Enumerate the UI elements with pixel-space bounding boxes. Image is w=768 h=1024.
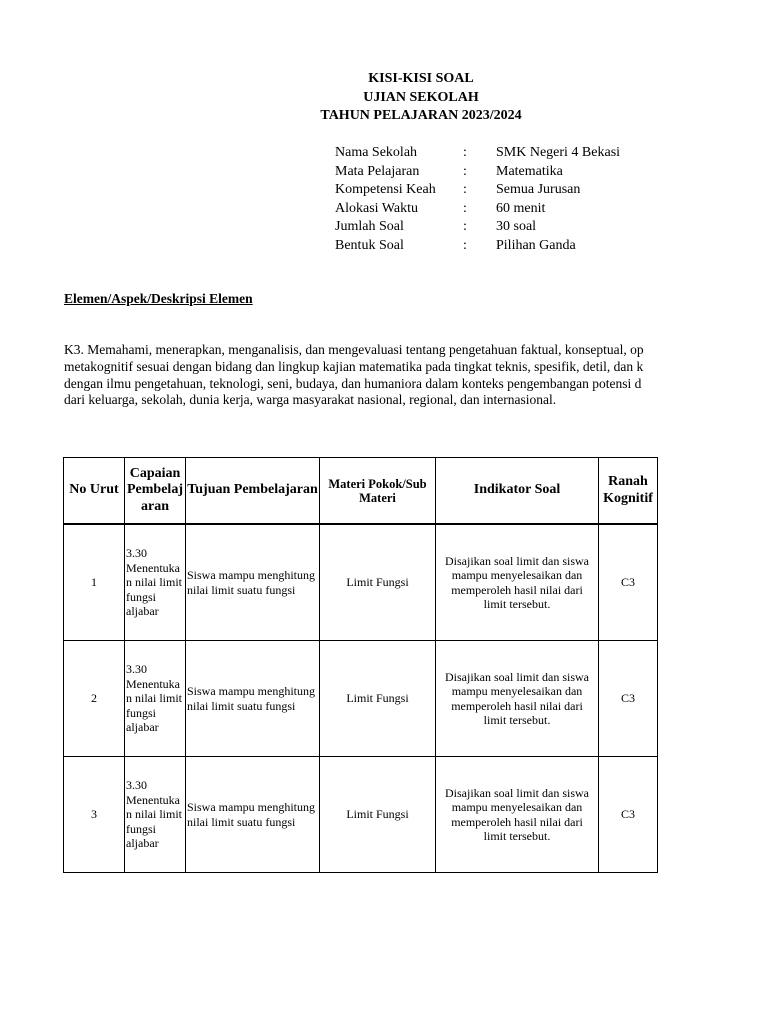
cell-ranah: C3 (599, 641, 658, 757)
info-value: 60 menit (496, 200, 546, 216)
info-value: Semua Jurusan (496, 182, 581, 197)
info-label: Kompetensi Keah (335, 182, 436, 197)
info-separator: : (463, 219, 467, 234)
info-value: Matematika (496, 163, 563, 179)
info-label: Nama Sekolah (335, 145, 418, 160)
title-line-2: UJIAN SEKOLAH (363, 89, 479, 105)
title-line-1: KISI-KISI SOAL (368, 71, 474, 86)
cell-capaian: 3.30 Menentuka n nilai limit fungsi aljabar (125, 757, 186, 873)
info-separator: : (463, 237, 467, 253)
description-line: metakognitif sesuai dengan bidang dan lingkup kajian matematika pada tingkat teknis, spesifik, detil, dan k (64, 358, 644, 374)
cell-materi: Limit Fungsi (320, 641, 436, 757)
cell-materi: Limit Fungsi (320, 757, 436, 873)
info-label: Jumlah Soal (335, 219, 404, 234)
info-separator: : (463, 200, 467, 216)
table-row (64, 524, 658, 641)
cell-indikator: Disajikan soal limit dan siswa mampu menyelesaikan dan memperoleh hasil nilai dari limit tersebut. (436, 524, 599, 641)
title-line-3: TAHUN PELAJARAN 2023/2024 (320, 108, 522, 123)
info-row-alokasi-waktu (335, 200, 620, 219)
info-row-mata-pelajaran (335, 163, 620, 182)
info-block (335, 144, 620, 255)
cell-capaian: 3.30 Menentuka n nilai limit fungsi aljabar (125, 641, 186, 757)
cell-no: 2 (64, 641, 125, 757)
cell-no: 3 (64, 757, 125, 873)
header-indikator-soal: Indikator Soal (436, 458, 599, 525)
table-header-row (64, 458, 658, 525)
info-value: 30 soal (496, 219, 537, 234)
description-line: dengan ilmu pengetahuan, teknologi, seni, budaya, dan humaniora dalam konteks pengembangan potensi d (64, 375, 642, 391)
info-separator: : (463, 182, 467, 197)
info-row-jumlah-soal (335, 218, 620, 237)
cell-ranah: C3 (599, 524, 658, 641)
document-title (0, 70, 768, 126)
info-label: Alokasi Waktu (335, 200, 418, 216)
info-separator: : (463, 163, 467, 179)
section-heading: Elemen/Aspek/Deskripsi Elemen (64, 291, 253, 306)
info-separator: : (463, 145, 467, 160)
cell-tujuan: Siswa mampu menghitung nilai limit suatu fungsi (186, 641, 320, 757)
cell-capaian: 3.30 Menentuka n nilai limit fungsi aljabar (125, 524, 186, 641)
header-tujuan-pembelajaran: Tujuan Pembelajaran (186, 458, 320, 525)
cell-indikator: Disajikan soal limit dan siswa mampu menyelesaikan dan memperoleh hasil nilai dari limit tersebut. (436, 757, 599, 873)
header-capaian-pembelajaran: Capaian Pembelaj aran (125, 458, 186, 525)
cell-tujuan: Siswa mampu menghitung nilai limit suatu fungsi (186, 524, 320, 641)
info-row-kompetensi (335, 181, 620, 200)
cell-materi: Limit Fungsi (320, 524, 436, 641)
cell-tujuan: Siswa mampu menghitung nilai limit suatu fungsi (186, 757, 320, 873)
element-description (64, 342, 660, 409)
description-line: dari keluarga, sekolah, dunia kerja, warga masyarakat nasional, regional, dan internasional. (64, 392, 557, 408)
info-value: Pilihan Ganda (496, 237, 576, 253)
cell-ranah: C3 (599, 757, 658, 873)
table-row (64, 757, 658, 873)
description-line: K3. Memahami, menerapkan, menganalisis, dan mengevaluasi tentang pengetahuan faktual, konseptual, op (64, 342, 644, 357)
header-materi-pokok: Materi Pokok/Sub Materi (320, 458, 436, 525)
info-row-nama-sekolah (335, 144, 620, 163)
info-value: SMK Negeri 4 Bekasi (496, 145, 621, 160)
header-no-urut: No Urut (64, 458, 125, 525)
cell-no: 1 (64, 524, 125, 641)
header-ranah-kognitif: Ranah Kognitif (599, 458, 658, 525)
info-label: Mata Pelajaran (335, 163, 420, 179)
info-label: Bentuk Soal (335, 237, 404, 253)
cell-indikator: Disajikan soal limit dan siswa mampu menyelesaikan dan memperoleh hasil nilai dari limit tersebut. (436, 641, 599, 757)
info-row-bentuk-soal (335, 237, 620, 256)
kisi-kisi-table (63, 457, 658, 873)
table-row (64, 641, 658, 757)
